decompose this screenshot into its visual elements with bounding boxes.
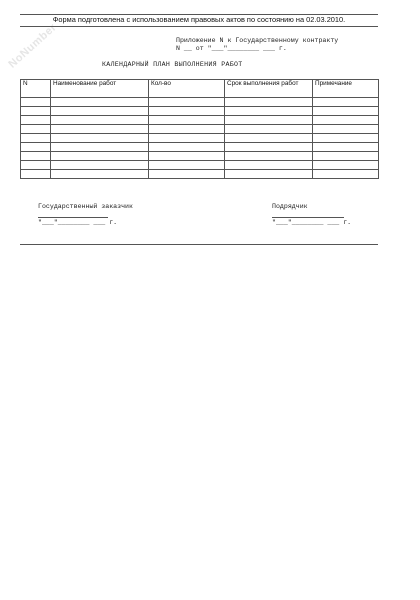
table-cell	[21, 143, 51, 152]
table-row	[21, 98, 379, 107]
contractor-date: "___"________ ___ г.	[272, 219, 352, 226]
table-cell	[225, 134, 313, 143]
header-bottom-rule	[20, 26, 378, 27]
contractor-label: Подрядчик	[272, 203, 308, 210]
table-cell	[313, 116, 379, 125]
table-cell	[51, 152, 149, 161]
table-cell	[21, 161, 51, 170]
customer-date: "___"________ ___ г.	[38, 219, 118, 226]
appendix-line-2: N __ от "___"________ ___ г.	[176, 45, 287, 52]
header-term: Срок выполнения работ	[225, 80, 313, 98]
table-cell	[149, 152, 225, 161]
watermark: NoNumber	[6, 21, 60, 71]
table-cell	[225, 161, 313, 170]
table-cell	[313, 134, 379, 143]
table-cell	[313, 152, 379, 161]
table-cell	[225, 98, 313, 107]
schedule-table	[20, 79, 379, 179]
table-row	[21, 125, 379, 134]
table-cell	[21, 107, 51, 116]
header-num: N	[21, 80, 51, 98]
header-note: Форма подготовлена с использованием правовых актов по состоянию на 02.03.2010.	[52, 15, 346, 24]
table-cell	[225, 143, 313, 152]
bottom-rule	[20, 244, 378, 245]
table-cell	[313, 170, 379, 179]
table-row	[21, 107, 379, 116]
table-cell	[149, 125, 225, 134]
table-cell	[51, 170, 149, 179]
table-cell	[21, 116, 51, 125]
table-cell	[149, 170, 225, 179]
table-cell	[21, 152, 51, 161]
customer-signature-line	[38, 217, 108, 218]
table-cell	[313, 161, 379, 170]
table-row	[21, 116, 379, 125]
table-cell	[51, 107, 149, 116]
table-cell	[313, 125, 379, 134]
table-cell	[225, 107, 313, 116]
table-cell	[51, 125, 149, 134]
table-cell	[51, 98, 149, 107]
table-cell	[149, 107, 225, 116]
table-cell	[149, 134, 225, 143]
table-cell	[225, 125, 313, 134]
table-row	[21, 161, 379, 170]
document-title: КАЛЕНДАРНЫЙ ПЛАН ВЫПОЛНЕНИЯ РАБОТ	[102, 61, 243, 68]
header-note: Примечание	[313, 80, 379, 98]
appendix-line-1: Приложение N к Государственному контракту	[176, 37, 339, 44]
table-cell	[149, 98, 225, 107]
header-name: Наименование работ	[51, 80, 149, 98]
table-cell	[51, 116, 149, 125]
table-cell	[21, 98, 51, 107]
customer-label: Государственный заказчик	[38, 203, 133, 210]
table-cell	[313, 107, 379, 116]
table-cell	[225, 116, 313, 125]
table-cell	[149, 116, 225, 125]
table-cell	[225, 170, 313, 179]
table-row	[21, 152, 379, 161]
table-cell	[149, 161, 225, 170]
table-row	[21, 170, 379, 179]
header-qty: Кол-во	[149, 80, 225, 98]
table-cell	[51, 134, 149, 143]
table-cell	[21, 125, 51, 134]
table-row	[21, 134, 379, 143]
table-body	[21, 98, 379, 179]
contractor-signature-line	[272, 217, 344, 218]
table-cell	[313, 98, 379, 107]
table-cell	[21, 170, 51, 179]
table-cell	[51, 143, 149, 152]
table-cell	[21, 134, 51, 143]
table-header-row	[21, 80, 379, 98]
table-cell	[51, 161, 149, 170]
table-cell	[313, 143, 379, 152]
table-cell	[149, 143, 225, 152]
table-row	[21, 143, 379, 152]
table-cell	[225, 152, 313, 161]
